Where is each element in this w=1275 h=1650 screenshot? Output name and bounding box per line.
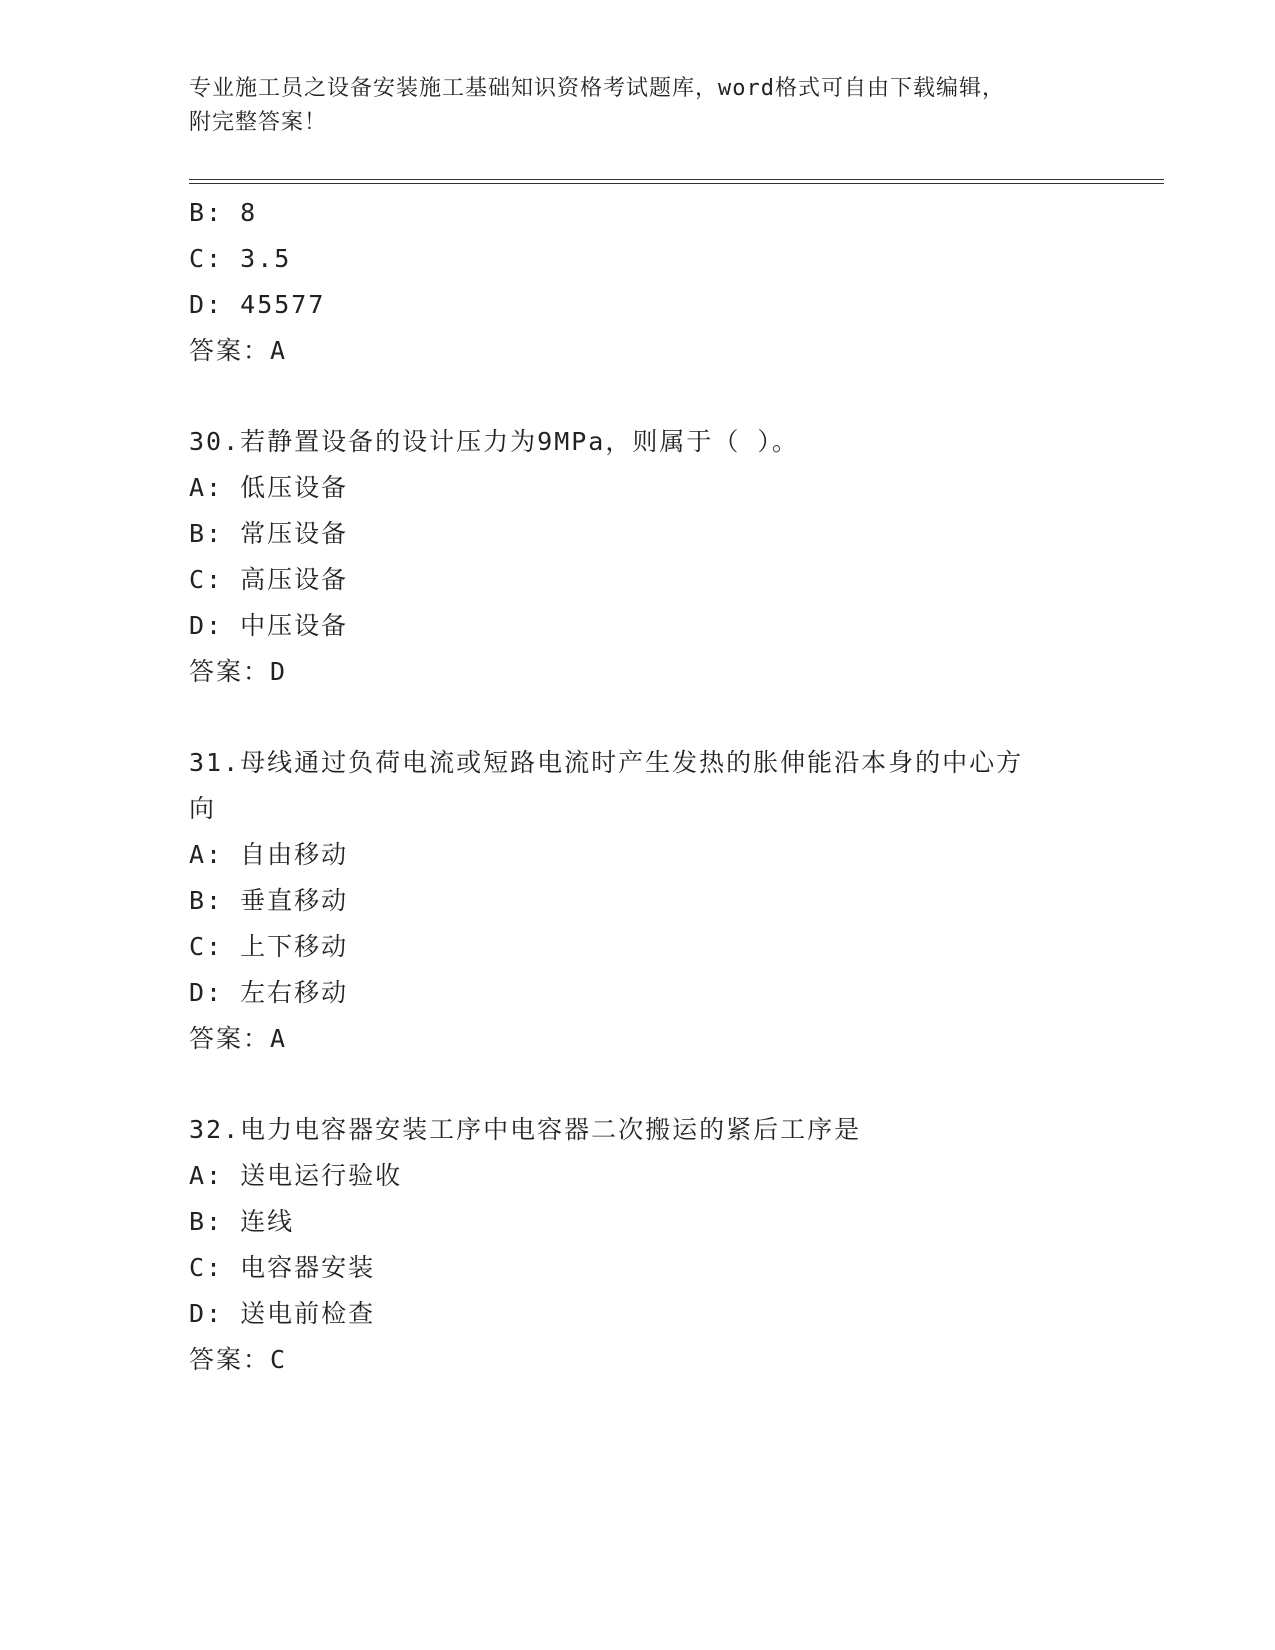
question-30 [189, 419, 1089, 695]
option-c: C: 高压设备 [189, 565, 349, 594]
question-text: 32.电力电容器安装工序中电容器二次搬运的紧后工序是 [189, 1115, 862, 1144]
header-divider-top [189, 179, 1164, 180]
question-text-line-2: 向 [189, 794, 217, 823]
option-b: B: 8 [189, 198, 258, 227]
option-b: B: 连线 [189, 1207, 295, 1236]
question-list [189, 190, 1089, 1383]
answer-line: 答案：D [189, 657, 288, 686]
answer-line: 答案：A [189, 1024, 288, 1053]
option-a: A: 低压设备 [189, 473, 349, 502]
previous-question-tail [189, 190, 1089, 374]
option-b: B: 常压设备 [189, 519, 349, 548]
header-line-2: 附完整答案！ [189, 110, 328, 135]
option-d: D: 45577 [189, 290, 326, 319]
answer-line: 答案：A [189, 336, 288, 365]
option-d: D: 中压设备 [189, 611, 349, 640]
option-c: C: 3.5 [189, 244, 292, 273]
option-a: A: 自由移动 [189, 840, 349, 869]
answer-line: 答案：C [189, 1345, 288, 1374]
option-c: C: 电容器安装 [189, 1253, 376, 1282]
option-d: D: 左右移动 [189, 978, 349, 1007]
option-a: A: 送电运行验收 [189, 1161, 403, 1190]
question-31 [189, 740, 1089, 1062]
option-d: D: 送电前检查 [189, 1299, 376, 1328]
option-c: C: 上下移动 [189, 932, 349, 961]
document-header [189, 72, 1089, 140]
question-text: 30.若静置设备的设计压力为9MPa，则属于（ ）。 [189, 427, 799, 456]
header-line-1: 专业施工员之设备安装施工基础知识资格考试题库，word格式可自由下载编辑， [189, 76, 1005, 101]
option-b: B: 垂直移动 [189, 886, 349, 915]
question-32 [189, 1107, 1089, 1383]
header-divider-bottom [189, 183, 1164, 184]
question-text-line-1: 31.母线通过负荷电流或短路电流时产生发热的胀伸能沿本身的中心方 [189, 748, 1024, 777]
